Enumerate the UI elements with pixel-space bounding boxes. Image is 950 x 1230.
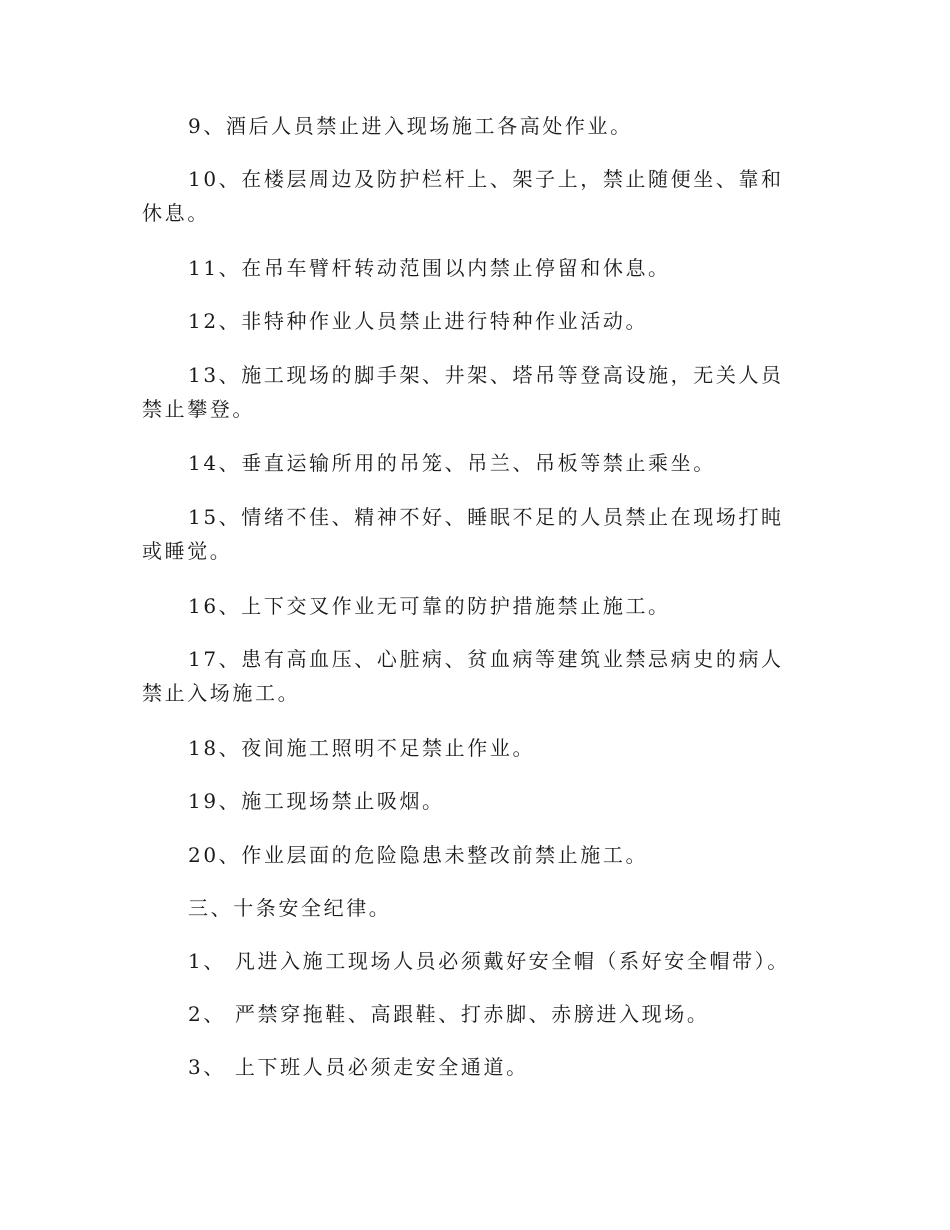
- discipline-paragraph-3: 3、 上下班人员必须走安全通道。: [188, 1055, 529, 1079]
- rule-paragraph-20: 20、作业层面的危险隐患未整改前禁止施工。: [188, 843, 649, 867]
- rule-paragraph-11: 11、在吊车臂杆转动范围以内禁止停留和休息。: [188, 256, 671, 280]
- rule-paragraph-15: 15、情绪不佳、精神不好、睡眠不足的人员禁止在现场打盹或睡觉。: [142, 505, 784, 563]
- section-heading: 三、十条安全纪律。: [188, 896, 392, 920]
- discipline-paragraph-2: 2、 严禁穿拖鞋、高跟鞋、打赤脚、赤膀进入现场。: [188, 1002, 710, 1026]
- rule-paragraph-18: 18、夜间施工照明不足禁止作业。: [188, 736, 536, 760]
- rule-paragraph-17: 17、患有高血压、心脏病、贫血病等建筑业禁忌病史的病人禁止入场施工。: [142, 647, 784, 705]
- rule-paragraph-10: 10、在楼层周边及防护栏杆上、架子上，禁止随便坐、靠和休息。: [142, 167, 784, 225]
- rule-paragraph-13: 13、施工现场的脚手架、井架、塔吊等登高设施，无关人员禁止攀登。: [142, 363, 784, 421]
- rule-paragraph-19: 19、施工现场禁止吸烟。: [188, 789, 445, 813]
- rule-paragraph-14: 14、垂直运输所用的吊笼、吊兰、吊板等禁止乘坐。: [188, 451, 716, 475]
- discipline-paragraph-1: 1、 凡进入施工现场人员必须戴好安全帽（系好安全帽带）。: [188, 949, 790, 973]
- rule-paragraph-12: 12、非特种作业人员禁止进行特种作业活动。: [188, 309, 649, 333]
- rule-paragraph-16: 16、上下交叉作业无可靠的防护措施禁止施工。: [188, 594, 671, 618]
- rule-paragraph-9: 9、酒后人员禁止进入现场施工各高处作业。: [188, 114, 633, 138]
